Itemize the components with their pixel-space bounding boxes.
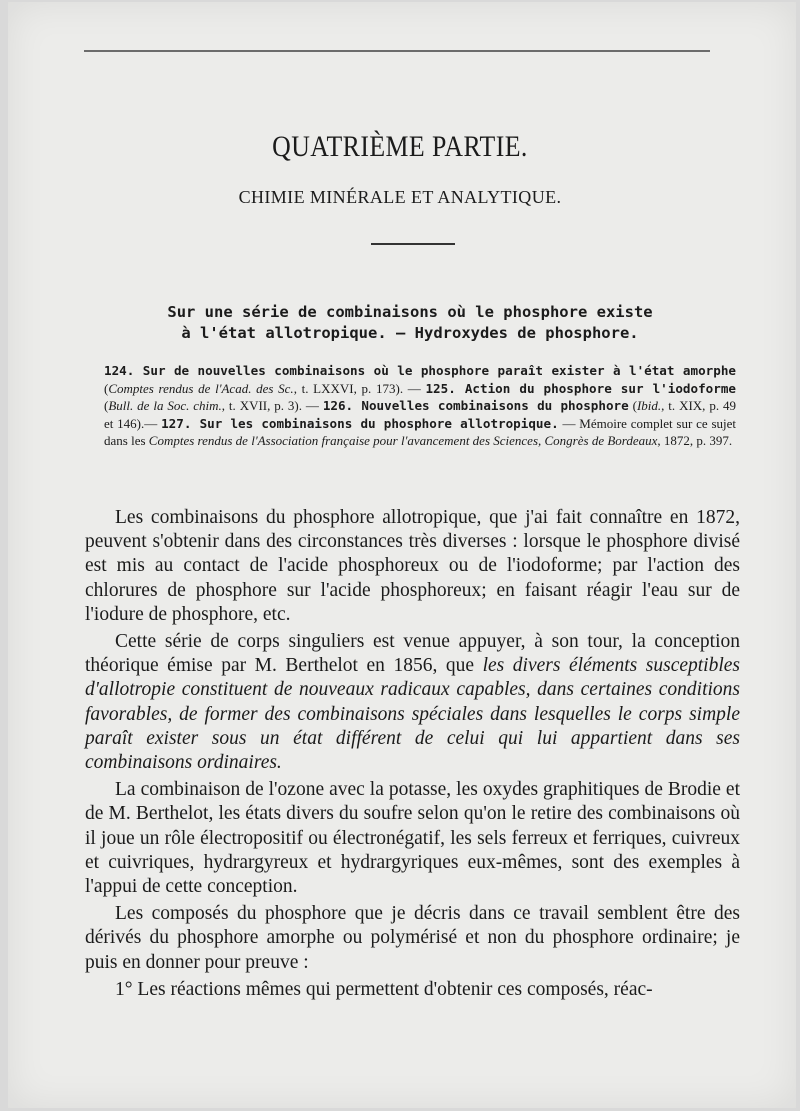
header-rule [84,50,710,52]
ref-title-125: Action du phosphore sur l'iodoforme [464,380,736,396]
paragraph-5: 1° Les réactions mêmes qui permettent d'obtenir ces composés, réac- [115,978,653,1000]
section-title-line-1: Sur une série de combinaisons où le phosphore existe [167,303,653,321]
part-title: QUATRIÈME PARTIE. [272,130,528,163]
ref-number-125: 125. [425,380,456,396]
body-text [85,506,740,1005]
paragraph-2: Cette série de corps singuliers est venue appuyer, à son tour, la conception théorique émise par M. Berthelot en 1856, que les divers éléments susceptibles d'allotropie constituent de nouveaux radicaux capables, dans certaines conditions favorables, de former des combinaisons spéciales dans lesquelles le corps simple paraît exister sous un état différent de celui qui lui appartient dans ses combinaisons ordinaires. [85,631,740,774]
part-subtitle: CHIMIE MINÉRALE ET ANALYTIQUE. [238,187,562,207]
paragraph-1: Les combinaisons du phosphore allotropique, que j'ai fait connaître en 1872, peuvent s'obtenir dans des circonstances très diverses : lorsque le phosphore divisé est mis au contact de l'acide phosphoreux ou de l'iodoforme; par l'action des chlorures de phosphore sur l'acide phosphoreux; en faisant réagir l'eau sur de l'iodure de phosphore, etc. [85,507,740,625]
ref-number-127: 127. [161,415,192,431]
ref-source-125: (Bull. de la Soc. chim., t. XVII, p. 3). — [104,398,323,413]
ref-title-124: Sur de nouvelles combinaisons où le phosphore paraît exister à l'état amorphe [142,363,736,378]
ref-source-127: — Mémoire complet sur ce sujet dans les Comptes rendus de l'Association française pour l'avancement des Sciences, Congrès de Bordeaux, 1872, p. 397. [104,415,737,448]
ref-source-126: (Ibid., t. XIX, p. 49 et 146).— [104,398,736,431]
ref-title-127: Sur les combinaisons du phosphore allotropique. [199,415,559,431]
section-title-line-2: à l'état allotropique. — Hydroxydes de phosphore. [181,324,639,342]
title-separator-rule [371,243,455,245]
paragraph-4: Les composés du phosphore que je décris dans ce travail semblent être des dérivés du phosphore amorphe ou polymérisé et non du phosphore ordinaire; je puis en donner pour preuve : [85,903,740,973]
bibliography-block [104,362,736,450]
section-title [150,302,670,344]
ref-number-124: 124. [104,363,135,378]
ref-source-124: (Comptes rendus de l'Acad. des Sc., t. LXXVI, p. 173). — [104,380,426,396]
paragraph-3: La combinaison de l'ozone avec la potasse, les oxydes graphitiques de Brodie et de M. Berthelot, les états divers du soufre selon qu'on le retire des combinaisons où il joue un rôle électropositif ou électronégatif, les sels ferreux et ferriques, cuivreux et cuivriques, hydrargyreux et hydrargyriques eux-mêmes, sont des exemples à l'appui de cette conception. [85,779,740,898]
ref-title-126: Nouvelles combinaisons du phosphore [361,398,629,413]
ref-number-126: 126. [322,398,354,413]
